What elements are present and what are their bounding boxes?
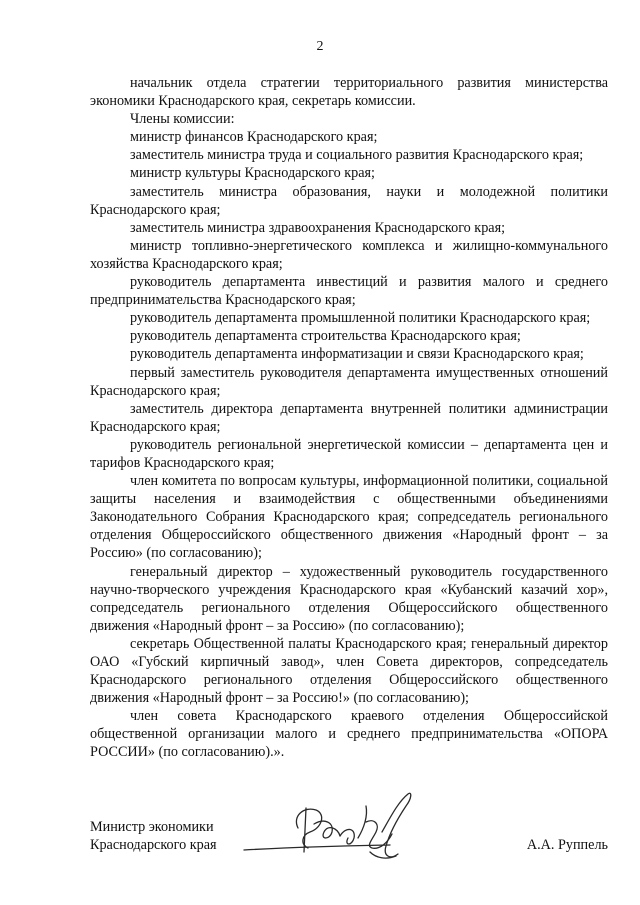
paragraph-member: руководитель департамента информатизации и связи Краснодарского края; — [130, 346, 584, 363]
paragraph-member: секретарь Общественной палаты Краснодарского края; генеральный директор ОАО «Губский кирпичный завод», член Совета директоров, сопредседатель Краснодарского регионального отделения Общероссийского общественного движения «Народный фронт – за Россию!» (по согласованию); — [90, 635, 608, 707]
paragraph-member: руководитель департамента инвестиций и развития малого и среднего предпринимательства Краснодарского края; — [90, 274, 608, 309]
paragraph-member: генеральный директор – художественный руководитель государственного научно-творческого учреждения Краснодарского края «Кубанский казачий хор», сопредседатель регионального отделения Общероссийского общественного движения «Народный фронт – за Россию» (по согласованию); — [90, 563, 608, 634]
paragraph-member: министр культуры Краснодарского края; — [130, 165, 375, 182]
paragraph-secretary: начальник отдела стратегии территориального развития министерства экономики Краснодарского края, секретарь комиссии. — [90, 75, 608, 110]
paragraph-member: руководитель региональной энергетической комиссии – департамента цен и тарифов Краснодарского края; — [90, 436, 608, 471]
paragraph-member: заместитель министра здравоохранения Краснодарского края; — [130, 219, 506, 236]
paragraph-member: член комитета по вопросам культуры, информационной политики, социальной защиты населения и взаимодействия с общественными объединениями Законодательного Собрания Краснодарского края; сопредседатель регионального отделения Общероссийского общественного движения «Народный фронт – за Россию» (по согласованию); — [90, 473, 608, 562]
paragraph-member: заместитель директора департамента внутренней политики администрации Краснодарского края; — [90, 400, 608, 435]
document-body — [90, 74, 608, 762]
signature-block — [90, 818, 608, 866]
paragraph-member: член совета Краснодарского краевого отделения Общероссийской общественной организации малого и среднего предпринимательства «ОПОРА РОССИИ» (по согласованию).». — [90, 708, 608, 761]
handwritten-signature-icon — [240, 788, 430, 878]
paragraph-member: первый заместитель руководителя департамента имущественных отношений Краснодарского края; — [90, 364, 608, 399]
paragraph-member: министр топливно-энергетического комплекса и жилищно-коммунального хозяйства Краснодарского края; — [90, 237, 608, 272]
paragraph-members-heading: Члены комиссии: — [130, 111, 235, 128]
signatory-title-line1: Министр экономики — [90, 819, 214, 835]
paragraph-member: руководитель департамента строительства Краснодарского края; — [130, 328, 521, 345]
signatory-name: А.А. Руппель — [526, 837, 608, 853]
paragraph-member: руководитель департамента промышленной политики Краснодарского края; — [130, 310, 591, 327]
signatory-title-line2: Краснодарского края — [90, 837, 217, 853]
paragraph-member: заместитель министра труда и социального развития Краснодарского края; — [130, 147, 584, 164]
paragraph-member: министр финансов Краснодарского края; — [130, 129, 378, 146]
page-number: 2 — [316, 39, 324, 54]
paragraph-member: заместитель министра образования, науки и молодежной политики Краснодарского края; — [90, 183, 608, 218]
